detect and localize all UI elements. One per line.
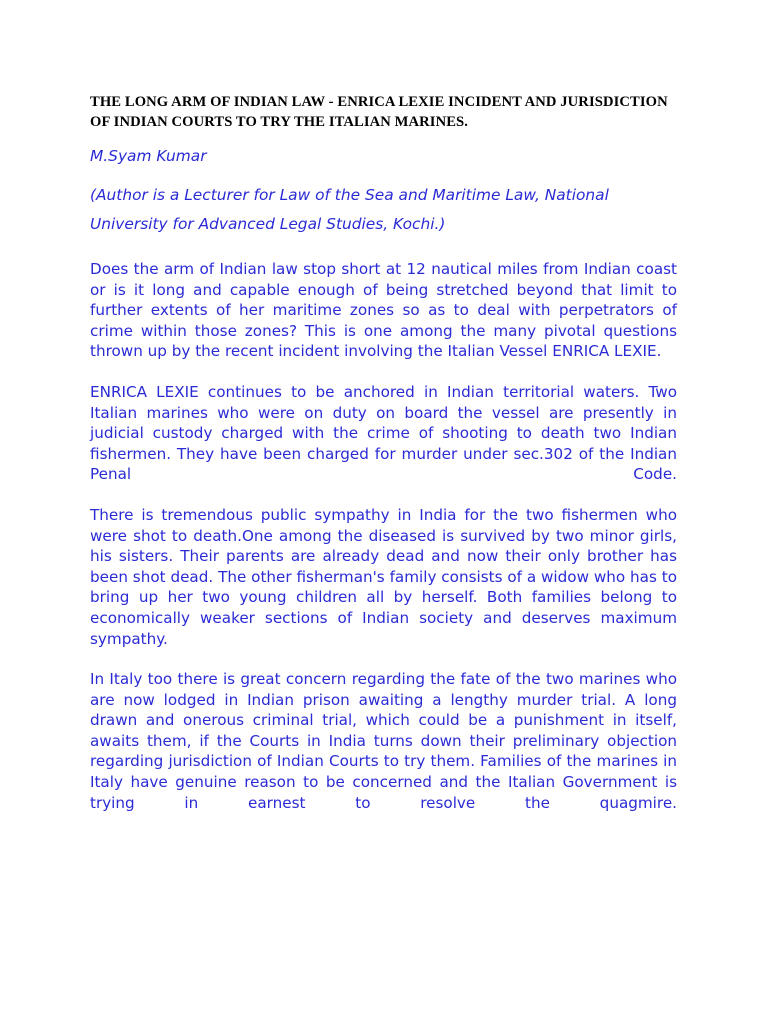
paragraph-2: ENRICA LEXIE continues to be anchored in Indian territorial waters. Two Italian marines who were on duty on board the vessel are presently in judicial custody charged with the crime of shooting to death two Indian fishermen. They have been charged for murder under sec.302 of the Indian Penal Code. bbox=[90, 382, 677, 484]
author-name: M.Syam Kumar bbox=[90, 147, 207, 165]
paragraph-3: There is tremendous public sympathy in India for the two fishermen who were shot to death.One among the diseased is survived by two minor girls, his sisters. Their parents are already dead and now their only brother has been shot dead. The other fisherman's family consists of a widow who has to bring up her two young children all by herself. Both families belong to economically weaker sections of Indian society and deserves maximum sympathy. bbox=[90, 505, 677, 648]
paragraph-4: In Italy too there is great concern regarding the fate of the two marines who are now lodged in Indian prison awaiting a lengthy murder trial. A long drawn and onerous criminal trial, which could be a punishment in itself, awaits them, if the Courts in India turns down their preliminary objection regarding jurisdiction of Indian Courts to try them. Families of the marines in Italy have genuine reason to be concerned and the Italian Government is trying in earnest to resolve the quagmire. bbox=[90, 670, 677, 812]
paragraph-1: Does the arm of Indian law stop short at 12 nautical miles from Indian coast or is it long and capable enough of being stretched beyond that limit to further extents of her maritime zones so as to deal with perpetrators of crime within those zones? This is one among the many pivotal questions thrown up by the recent incident involving the Italian Vessel ENRICA LEXIE. bbox=[90, 260, 677, 361]
document-page bbox=[90, 92, 677, 813]
document-title: THE LONG ARM OF INDIAN LAW - ENRICA LEXIE INCIDENT AND JURISDICTION OF INDIAN COURTS TO TRY THE ITALIAN MARINES. bbox=[90, 94, 668, 130]
author-affiliation: (Author is a Lecturer for Law of the Sea and Maritime Law, National University for Advanced Legal Studies, Kochi.) bbox=[90, 186, 609, 233]
